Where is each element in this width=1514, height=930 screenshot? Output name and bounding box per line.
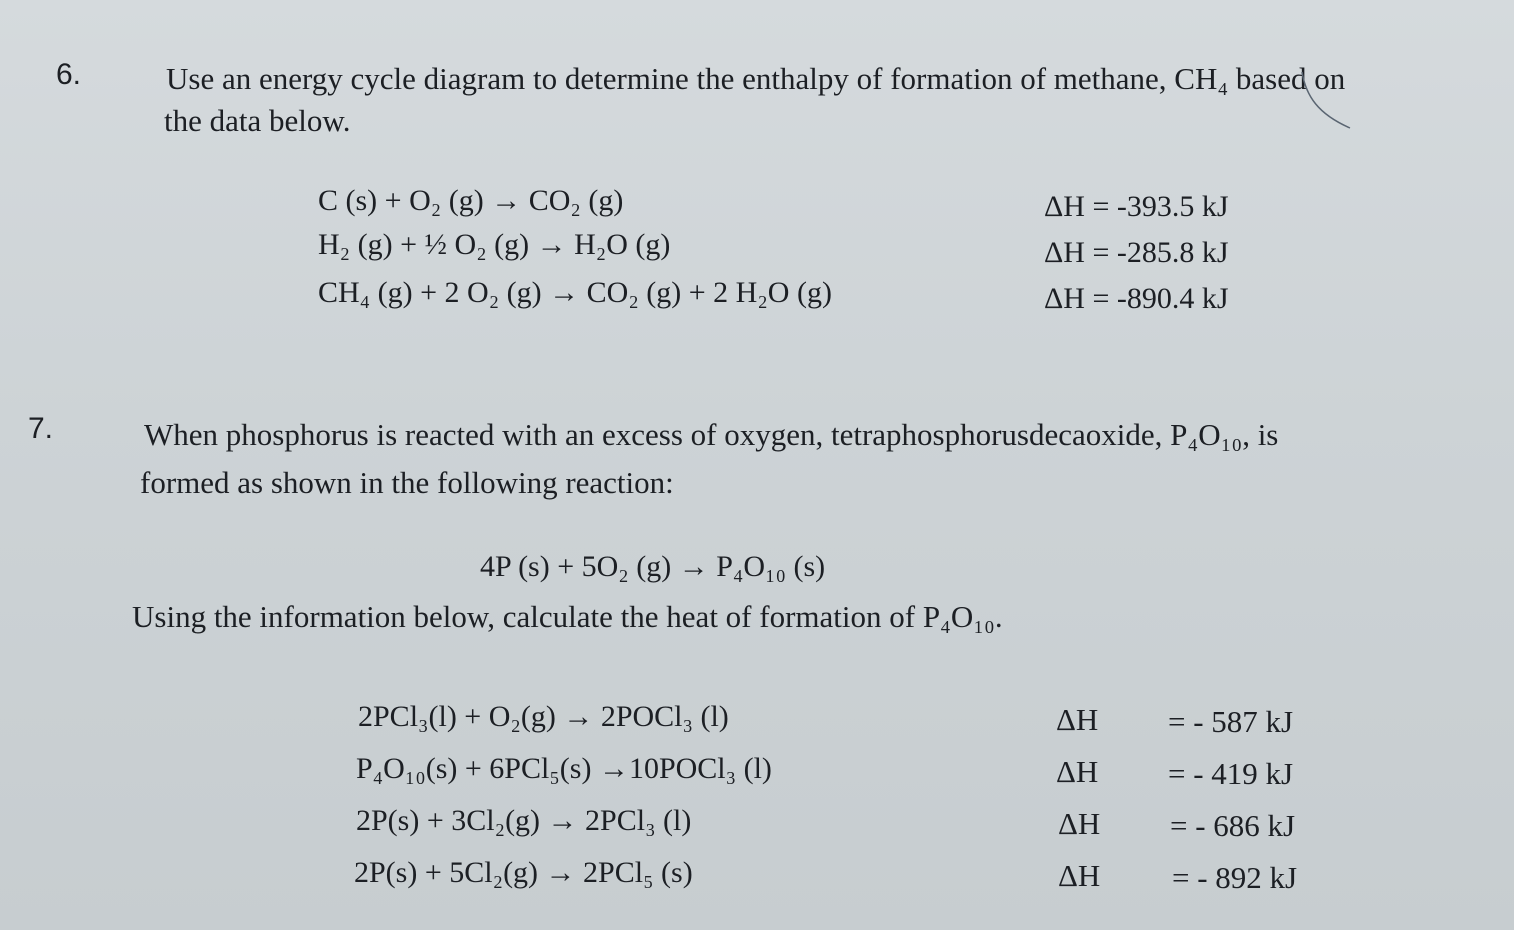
q7-enthalpy-value-1: = - 587 kJ bbox=[1168, 704, 1294, 739]
question-6-text-line2: the data below. bbox=[164, 103, 351, 138]
q7-enthalpy-label-1: ΔH bbox=[1056, 702, 1099, 737]
q7-reaction-1: 2PCl₃(l) + O₂(g) → 2POCl₃ (l) bbox=[358, 700, 729, 733]
q6-enthalpy-1: ΔH = -393.5 kJ bbox=[1044, 190, 1229, 223]
question-6-text-line1: Use an energy cycle diagram to determine the enthalpy of formation of methane, CH₄ based on bbox=[166, 61, 1346, 96]
question-7-text-line2: formed as shown in the following reaction: bbox=[140, 465, 674, 500]
q6-enthalpy-2: ΔH = -285.8 kJ bbox=[1044, 236, 1229, 269]
q7-reaction-4: 2P(s) + 5Cl₂(g) → 2PCl₅ (s) bbox=[354, 856, 693, 889]
q7-reaction-2: P₄O₁₀(s) + 6PCl₅(s) →10POCl₃ (l) bbox=[356, 752, 772, 785]
question-7-text-line1: When phosphorus is reacted with an excess of oxygen, tetraphosphorusdecaoxide, P₄O₁₀, is bbox=[144, 417, 1279, 452]
q7-enthalpy-label-3: ΔH bbox=[1058, 806, 1101, 841]
q6-reaction-1: C (s) + O₂ (g) → CO₂ (g) bbox=[318, 184, 624, 217]
q6-reaction-2: H₂ (g) + ½ O₂ (g) → H₂O (g) bbox=[318, 228, 671, 261]
pen-mark-icon bbox=[1300, 66, 1370, 136]
q7-enthalpy-value-3: = - 686 kJ bbox=[1170, 808, 1296, 843]
question-6-number: 6. bbox=[56, 58, 82, 91]
question-7-number: 7. bbox=[28, 412, 54, 445]
q6-reaction-3: CH₄ (g) + 2 O₂ (g) → CO₂ (g) + 2 H₂O (g) bbox=[318, 276, 832, 309]
q6-enthalpy-3: ΔH = -890.4 kJ bbox=[1044, 282, 1229, 315]
q7-reaction-3: 2P(s) + 3Cl₂(g) → 2PCl₃ (l) bbox=[356, 804, 692, 837]
q7-enthalpy-label-2: ΔH bbox=[1056, 754, 1099, 789]
question-7-instruction: Using the information below, calculate the heat of formation of P₄O₁₀. bbox=[132, 599, 1003, 634]
q7-enthalpy-label-4: ΔH bbox=[1058, 858, 1101, 893]
q7-enthalpy-value-4: = - 892 kJ bbox=[1172, 860, 1298, 895]
q7-enthalpy-value-2: = - 419 kJ bbox=[1168, 756, 1294, 791]
q7-main-reaction: 4P (s) + 5O₂ (g) → P₄O₁₀ (s) bbox=[480, 550, 826, 583]
